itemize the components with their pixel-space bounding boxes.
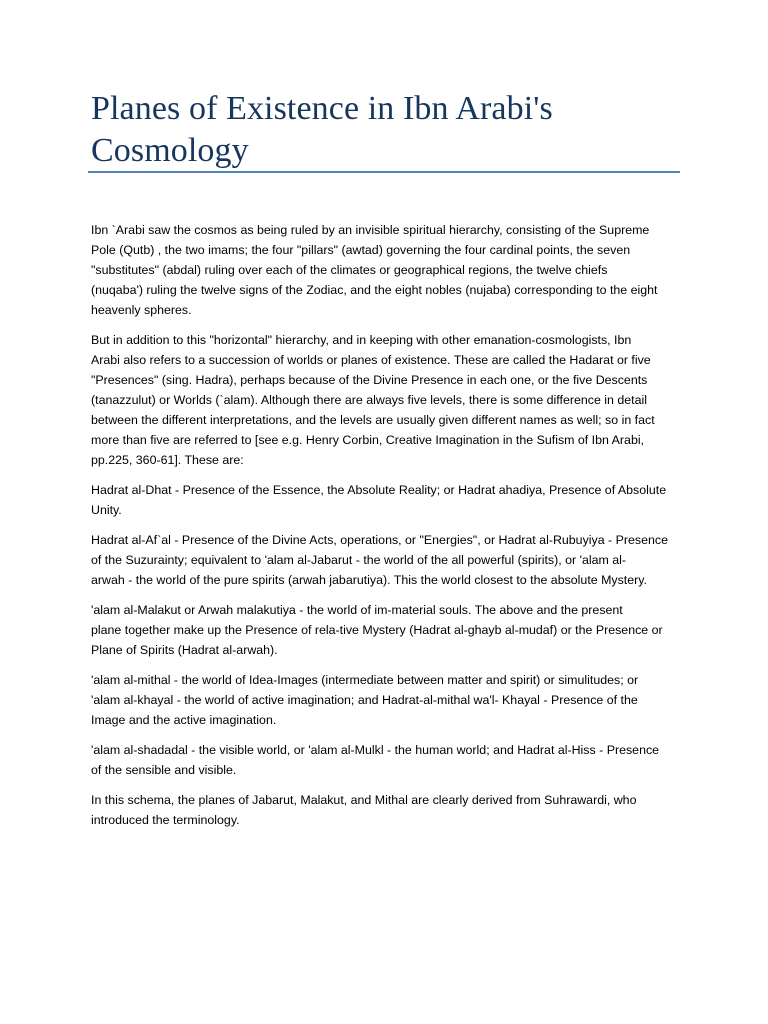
paragraph-line: (nuqaba') ruling the twelve signs of the Zodiac, and the eight nobles (nujaba) corresponding to the eight xyxy=(91,283,658,297)
paragraph-line: "substitutes" (abdal) ruling over each of the climates or geographical regions, the twelve chiefs xyxy=(91,263,608,277)
title-line-2: Cosmology xyxy=(91,132,249,169)
body-paragraph xyxy=(91,530,683,590)
paragraph-line: (tanazzulut) or Worlds (`alam). Although there are always five levels, there is some difference in detail xyxy=(91,393,647,407)
paragraph-line: Hadrat al-Dhat - Presence of the Essence, the Absolute Reality; or Hadrat ahadiya, Presence of Absolute xyxy=(91,483,667,497)
paragraph-line: Pole (Qutb) , the two imams; the four "pillars" (awtad) governing the four cardinal points, the seven xyxy=(91,243,631,257)
paragraph-line: In this schema, the planes of Jabarut, Malakut, and Mithal are clearly derived from Suhrawardi, who xyxy=(91,793,637,807)
paragraph-line: of the sensible and visible. xyxy=(91,763,237,777)
body-paragraph xyxy=(91,740,683,780)
body-paragraph xyxy=(91,670,683,730)
paragraph-line: Hadrat al-Af`al - Presence of the Divine Acts, operations, or "Energies", or Hadrat al-Rubuyiya - Presence xyxy=(91,533,668,547)
body-paragraph xyxy=(91,220,683,320)
title-line-1: Planes of Existence in Ibn Arabi's xyxy=(91,90,553,127)
paragraph-line: 'alam al-Malakut or Arwah malakutiya - the world of im-material souls. The above and the present xyxy=(91,603,623,617)
paragraph-line: Ibn `Arabi saw the cosmos as being ruled by an invisible spiritual hierarchy, consisting of the Supreme xyxy=(91,223,650,237)
body-paragraph xyxy=(91,600,683,660)
paragraph-line: more than five are referred to [see e.g. Henry Corbin, Creative Imagination in the Sufism of Ibn Arabi, xyxy=(91,433,645,447)
paragraph-line: Arabi also refers to a succession of worlds or planes of existence. These are called the Hadarat or five xyxy=(91,353,651,367)
body-paragraph xyxy=(91,480,683,520)
paragraph-line: 'alam al-khayal - the world of active imagination; and Hadrat-al-mithal wa'l- Khayal - Presence of the xyxy=(91,693,638,707)
paragraph-line: introduced the terminology. xyxy=(91,813,240,827)
paragraph-line: 'alam al-mithal - the world of Idea-Images (intermediate between matter and spirit) or simulitudes; or xyxy=(91,673,639,687)
paragraph-line: 'alam al-shadadal - the visible world, or 'alam al-Mulkl - the human world; and Hadrat al-Hiss - Presence xyxy=(91,743,660,757)
paragraph-line: Plane of Spirits (Hadrat al-arwah). xyxy=(91,643,278,657)
paragraph-line: Unity. xyxy=(91,503,122,517)
page-title xyxy=(91,88,681,172)
paragraph-line: pp.225, 360-61]. These are: xyxy=(91,453,244,467)
paragraph-line: But in addition to this "horizontal" hierarchy, and in keeping with other emanation-cosmologists, Ibn xyxy=(91,333,632,347)
paragraph-line: Image and the active imagination. xyxy=(91,713,277,727)
body-paragraph xyxy=(91,790,683,830)
document-body xyxy=(91,220,683,840)
paragraph-line: arwah - the world of the pure spirits (arwah jabarutiya). This the world closest to the absolute Mystery. xyxy=(91,573,647,587)
paragraph-line: "Presences" (sing. Hadra), perhaps because of the Divine Presence in each one, or the five Descents xyxy=(91,373,648,387)
body-paragraph xyxy=(91,330,683,470)
paragraph-line: heavenly spheres. xyxy=(91,303,192,317)
paragraph-line: of the Suzurainty; equivalent to 'alam al-Jabarut - the world of the all powerful (spirits), or 'alam al- xyxy=(91,553,627,567)
paragraph-line: plane together make up the Presence of rela-tive Mystery (Hadrat al-ghayb al-mudaf) or the Presence or xyxy=(91,623,663,637)
title-underline-divider xyxy=(88,171,680,173)
paragraph-line: between the different interpretations, and the levels are usually given different names as well; so in fact xyxy=(91,413,655,427)
